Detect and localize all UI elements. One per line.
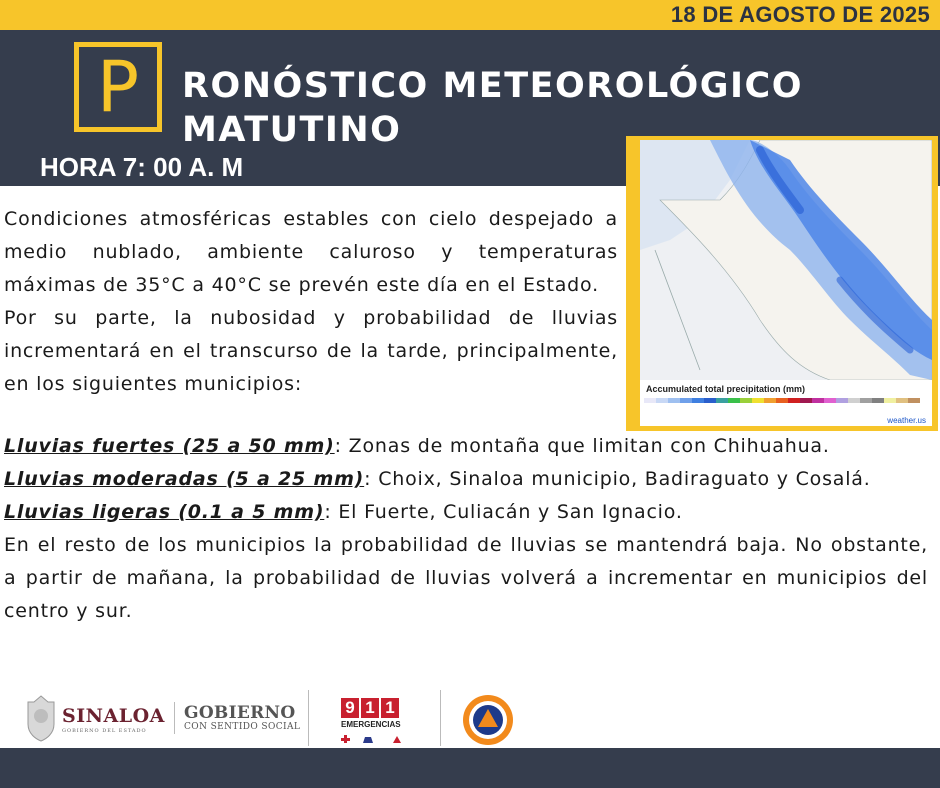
rain-label: Lluvias moderadas (5 a 25 mm): [4, 468, 365, 490]
emergency-icons: [341, 734, 405, 744]
intro-text: [4, 203, 618, 401]
government-name: GOBIERNO: [184, 703, 296, 723]
state-name: SINALOA: [62, 705, 165, 727]
title-line-2: MATUTINO: [182, 110, 402, 150]
divider: [174, 702, 175, 734]
rain-details: [4, 430, 928, 628]
title-initial: P: [96, 46, 140, 128]
divider: [440, 690, 441, 746]
emergency-label: EMERGENCIAS: [341, 720, 401, 729]
closing-paragraph: En el resto de los municipios la probabilidad de lluvias se mantendrá baja. No obstante, a partir de mañana, la probabilidad de lluvias volverá a incrementar en municipios del centro y sur.: [4, 534, 928, 622]
emergency-digit: 9: [341, 698, 359, 718]
title-line-1: RONÓSTICO METEOROLÓGICO: [182, 66, 803, 106]
rain-item-moderate: [4, 463, 928, 496]
title-initial-box: [74, 42, 162, 132]
rain-text: : Choix, Sinaloa municipio, Badiraguato y Cosalá.: [364, 468, 871, 490]
time-label: HORA 7: 00 A. M: [40, 152, 244, 182]
footer-bar: [0, 748, 940, 788]
precipitation-map: [640, 140, 932, 426]
emergency-digit: 1: [381, 698, 399, 718]
date-label: 18 DE AGOSTO DE 2025: [670, 2, 930, 27]
rain-label: Lluvias fuertes (25 a 50 mm): [4, 435, 335, 457]
rain-text: : Zonas de montaña que limitan con Chihuahua.: [334, 435, 830, 457]
state-seal-icon: [24, 694, 58, 742]
state-subtitle: GOBIERNO DEL ESTADO: [62, 728, 147, 734]
rain-label: Lluvias ligeras (0.1 a 5 mm): [4, 501, 325, 523]
divider: [308, 690, 309, 746]
government-subtitle: CON SENTIDO SOCIAL: [184, 722, 301, 732]
top-date-bar: [0, 0, 940, 30]
rain-item-strong: [4, 430, 928, 463]
map-caption: Accumulated total precipitation (mm): [646, 384, 806, 394]
rain-text: : El Fuerte, Culiacán y San Ignacio.: [324, 501, 683, 523]
intro-paragraph: Condiciones atmosféricas estables con cielo despejado a medio nublado, ambiente caluroso y temperaturas máximas de 35°C a 40°C se prevén este día en el Estado.: [4, 208, 618, 296]
map-brand: weather.us: [887, 416, 926, 425]
emergency-911-logo: [341, 698, 405, 748]
rain-item-light: [4, 496, 928, 529]
intro-paragraph: Por su parte, la nubosidad y probabilidad de lluvias incrementará en el transcurso de la tarde, principalmente, en los siguientes municipios:: [4, 307, 618, 395]
footer-logos: [0, 688, 940, 748]
emergency-digit: 1: [361, 698, 379, 718]
civil-protection-logo-icon: [462, 694, 514, 746]
